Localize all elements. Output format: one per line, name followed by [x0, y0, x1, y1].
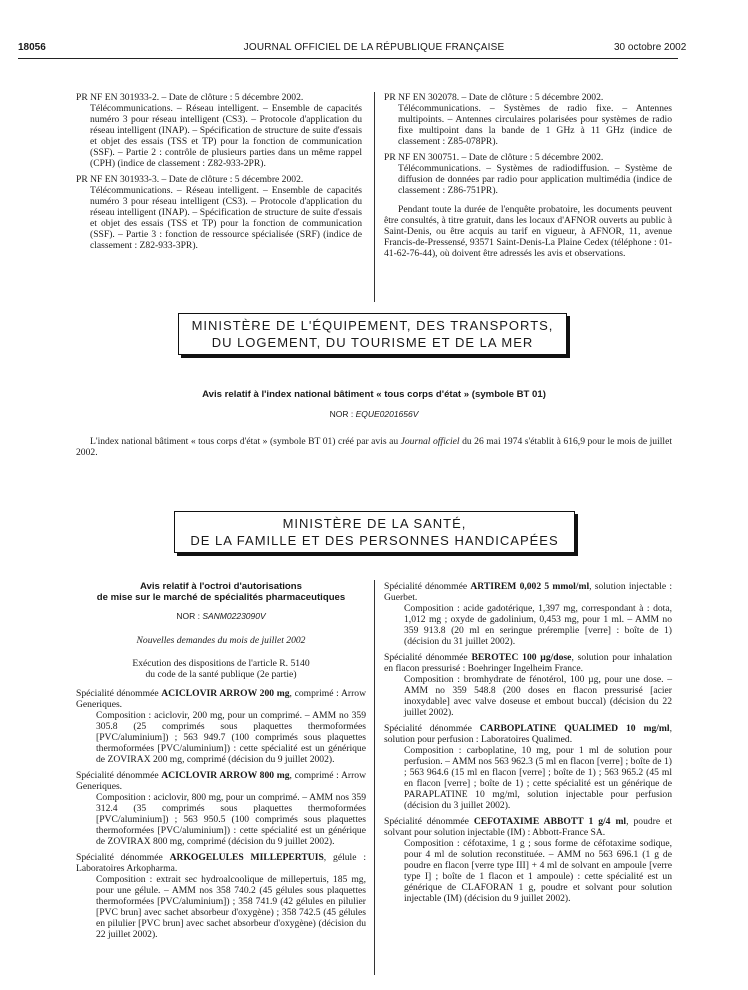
standard-description: Télécommunications. – Systèmes de radio fixe. – Antennes multipoints. – Antennes circulaires polarisées pour systèmes de radio fixe multipoint dans la bande de 1 GHz à 11 GHz (indice de classement : Z85-078PR). — [398, 103, 672, 147]
standard-ref: PR NF EN 301933-3. – Date de clôture : 5 décembre 2002. — [76, 174, 304, 185]
standard-description: Télécommunications. – Réseau intelligent. – Ensemble de capacités numéro 3 pour réseau intelligent (CS3). – Protocole d'application du réseau intelligent (INAP). – Spécification de structure de suite d'essais et objet des essais (TSS et TP) pour la fonction de communication (SSF). – Partie 2 : contrôle de plusieurs parties dans un même rappel (CPH) (indice de classement : Z82-933-2PR). — [90, 103, 362, 169]
avis-subtitle: Nouvelles demandes du mois de juillet 2002 — [136, 635, 306, 646]
avis-body-text: L'index national bâtiment « tous corps d'état » (symbole BT 01) créé par avis au — [90, 436, 401, 447]
standard-entry — [76, 174, 362, 251]
specialite-entry — [384, 652, 672, 718]
publication-date: 30 octobre 2002 — [614, 42, 687, 53]
avis-title-line: Avis relatif à l'octroi d'autorisations — [139, 581, 302, 592]
ministry-line: DE LA FAMILLE ET DES PERSONNES HANDICAPÉES — [190, 533, 559, 548]
ministry-box-sante — [174, 511, 575, 553]
column-divider-top — [374, 92, 375, 302]
specialite-entry — [76, 852, 366, 940]
bottom-right-column — [384, 581, 672, 909]
top-right-column — [384, 92, 672, 259]
specialite-heading — [384, 652, 672, 674]
standard-ref: PR NF EN 300751. – Date de clôture : 5 décembre 2002. — [384, 152, 604, 163]
specialite-entry — [384, 723, 672, 811]
specialite-suffix: , comprimé : Arrow Generiques. — [76, 688, 366, 710]
avis-index-body — [76, 436, 672, 458]
enquiry-paragraph: Pendant toute la durée de l'enquête probatoire, les documents peuvent être consultés, à titre gratuit, dans les locaux d'AFNOR ouverts au public à Saint-Denis, ou être acquis au tarif en vigueur, à AFNOR, 11, avenue Francis-de-Pressensé, 93571 Saint-Denis-La Plaine Cedex (téléphone : 01-41-62-76-44), où doivent être adressés les avis et observations. — [384, 204, 672, 259]
nor-reference — [76, 409, 672, 419]
ministry-box-equipement — [178, 313, 567, 355]
specialite-composition: Composition : aciclovir, 200 mg, pour un comprimé. – AMM no 359 305.8 (25 comprimés sous plaquettes thermoformées [PVC/aluminium]) ; 563 949.7 (100 comprimés sous plaquettes thermoformées [PVC/aluminium]) : cette spécialité est un générique de ZOVIRAX 200 mg, comprimé (décision du 9 juillet 2002). — [96, 710, 366, 765]
specialite-composition: Composition : extrait sec hydroalcoolique de millepertuis, 185 mg, pour une gélule. – AMM nos 358 740.2 (45 gélules sous plaquettes thermoformées [PVC/aluminium]) ; 358 741.9 (42 gélules en pilulier [PVC brun] avec sachet absorbeur d'oxygène) ; 358 742.5 (45 gélules en pilulier [PVC brun] avec sachet absorbeur d'oxygène) (décision du 22 juillet 2002). — [96, 874, 366, 940]
page-number: 18056 — [18, 42, 46, 53]
standard-entry — [384, 152, 672, 196]
nor-label: NOR : — [329, 409, 354, 419]
specialite-heading — [384, 816, 672, 838]
ministry-line: DU LOGEMENT, DU TOURISME ET DE LA MER — [211, 335, 534, 350]
execution-note — [76, 658, 366, 680]
specialite-name: ARTIREM 0,002 5 mmol/ml — [470, 581, 590, 592]
top-left-column — [76, 92, 362, 256]
nor-label: NOR : — [176, 611, 200, 621]
specialite-prefix: Spécialité dénommée — [384, 816, 474, 827]
header-rule — [18, 58, 678, 59]
specialite-composition: Composition : carboplatine, 10 mg, pour 1 ml de solution pour perfusion. – AMM nos 563 962.3 (5 ml en flacon [verre] ; boîte de 1) ; 563 964.6 (15 ml en flacon [verre] ; boîte de 1) ; 563 965.2 (45 ml en flacon [verre] ; boîte de 1) ; cette spécialité est un générique de PARAPLATINE 10 mg/ml, solution injectable pour perfusion (décision du 3 juillet 2002). — [404, 745, 672, 811]
standard-ref: PR NF EN 302078. – Date de clôture : 5 décembre 2002. — [384, 92, 604, 103]
specialite-composition: Composition : aciclovir, 800 mg, pour un comprimé. – AMM nos 359 312.4 (35 comprimés sous plaquettes thermoformées [PVC/aluminium]) ; 563 950.5 (100 comprimés sous plaquettes thermoformées [PVC/aluminium]) : cette spécialité est un générique de ZOVIRAX 800 mg, comprimé (décision du 9 juillet 2002). — [96, 792, 366, 847]
specialite-prefix: Spécialité dénommée — [384, 652, 472, 663]
standard-entry — [384, 92, 672, 147]
standard-entry — [76, 92, 362, 169]
specialite-prefix: Spécialité dénommée — [76, 770, 162, 781]
specialite-suffix: , solution injectable : Guerbet. — [384, 581, 672, 603]
specialite-heading — [384, 581, 672, 603]
specialite-heading — [384, 723, 672, 745]
specialite-entry — [384, 581, 672, 647]
specialite-suffix: , poudre et solvant pour solution injectable (IM) : Abbott-France SA. — [384, 816, 673, 838]
execution-line: du code de la santé publique (2e partie) — [145, 669, 297, 680]
specialite-composition: Composition : céfotaxime, 1 g ; sous forme de céfotaxime sodique, pour 4 ml de solution reconstituée. – AMM no 563 696.1 (1 g de poudre en flacon [verre type III] + 4 ml de solvant en ampoule [verre type I] ; boîte de 1 flacon et 1 ampoule) : cette spécialité est un générique de CLAFORAN 1 g, poudre et solvant pour solution injectable (IM) (décision du 9 juillet 2002). — [404, 838, 672, 904]
specialite-suffix: , solution pour perfusion : Laboratoires Qualimed. — [384, 723, 672, 745]
nor-value: EQUE0201656V — [355, 409, 419, 419]
bottom-left-column — [76, 581, 366, 945]
specialite-prefix: Spécialité dénommée — [76, 852, 170, 863]
nor-reference — [76, 611, 366, 621]
specialite-name: CEFOTAXIME ABBOTT 1 g/4 ml — [473, 816, 627, 827]
avis-title-line: de mise sur le marché de spécialités pharmaceutiques — [96, 592, 346, 603]
nor-value: SANM0223090V — [202, 611, 266, 621]
standard-description: Télécommunications. – Systèmes de radiodiffusion. – Système de diffusion de données par radio pour application multimédia (indice de classement : Z86-751PR). — [398, 163, 672, 196]
specialite-name: ACICLOVIR ARROW 200 mg — [161, 688, 290, 699]
ministry-line: MINISTÈRE DE LA SANTÉ, — [282, 516, 467, 531]
standard-ref: PR NF EN 301933-2. – Date de clôture : 5 décembre 2002. — [76, 92, 304, 103]
specialite-prefix: Spécialité dénommée — [76, 688, 162, 699]
specialite-prefix: Spécialité dénommée — [384, 581, 471, 592]
avis-title-amm — [76, 581, 366, 603]
specialite-name: BEROTEC 100 µg/dose — [471, 652, 572, 663]
specialite-heading — [76, 688, 366, 710]
column-divider-bottom — [374, 580, 375, 975]
journal-officiel-italic: Journal officiel — [400, 436, 460, 447]
specialite-suffix: , comprimé : Arrow Generiques. — [76, 770, 366, 792]
specialite-composition: Composition : bromhydrate de fénotérol, 100 µg, pour une dose. – AMM no 359 548.8 (200 doses en flacon pressurisé [acier inoxydable] avec valve doseuse et embout buccal) (décision du 22 juillet 2002). — [404, 674, 672, 718]
specialite-heading — [76, 852, 366, 874]
specialite-name: ARKOGELULES MILLEPERTUIS — [169, 852, 324, 863]
specialite-heading — [76, 770, 366, 792]
specialite-suffix: , gélule : Laboratoires Arkopharma. — [76, 852, 366, 874]
specialite-name: CARBOPLATINE QUALIMED 10 mg/ml — [479, 723, 670, 734]
standard-description: Télécommunications. – Réseau intelligent. – Ensemble de capacités numéro 3 pour réseau intelligent (CS3). – Protocole d'application du réseau intelligent (INAP). – Spécification de structure de suite d'essais et objet des essais (TSS et TP) pour la fonction de communication (SSF). – Partie 3 : fonction de ressource spécialisée (SRF) (indice de classement : Z82-933-3PR). — [90, 185, 362, 251]
specialite-prefix: Spécialité dénommée — [384, 723, 480, 734]
specialite-entry — [76, 770, 366, 847]
avis-title-index: Avis relatif à l'index national bâtiment « tous corps d'état » (symbole BT 01) — [202, 389, 546, 400]
specialite-composition: Composition : acide gadotérique, 1,397 mg, correspondant à : dota, 1,012 mg ; oxyde de gadolinium, 0,453 mg, pour 1 ml. – AMM no 359 913.8 (20 ml en seringue préremplie [verre] : boîte de 1) (décision du 31 juillet 2002). — [404, 603, 672, 647]
ministry-line: MINISTÈRE DE L'ÉQUIPEMENT, DES TRANSPORTS, — [191, 318, 554, 333]
specialite-name: ACICLOVIR ARROW 800 mg — [161, 770, 290, 781]
execution-line: Exécution des dispositions de l'article R. 5140 — [132, 658, 310, 669]
specialite-entry — [76, 688, 366, 765]
avis-body-text: du 26 mai 1974 s'établit à 616,9 pour le mois de juillet 2002. — [76, 436, 672, 458]
specialite-suffix: , solution pour inhalation en flacon pressurisé : Boehringer Ingelheim France. — [384, 652, 673, 674]
journal-title: JOURNAL OFFICIEL DE LA RÉPUBLIQUE FRANÇAISE — [243, 42, 505, 53]
specialite-entry — [384, 816, 672, 904]
